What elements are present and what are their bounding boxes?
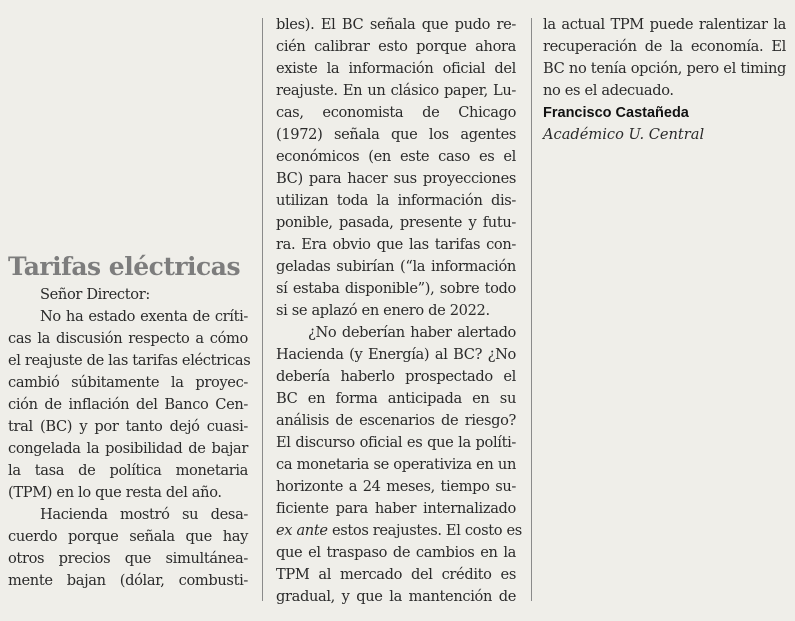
text-line: ca monetaria se operativiza en un (276, 456, 516, 473)
text-line: gradual, y que la mantención de (276, 588, 516, 605)
text-line: BC no tenía opción, pero el timing (543, 60, 786, 77)
text-line: recuperación de la economía. El (543, 38, 786, 55)
text-line: tral (BC) y por tanto dejó cuasi- (8, 418, 248, 435)
text-line: ficiente para haber internalizado (276, 500, 516, 517)
text-line: No ha estado exenta de críti- (40, 308, 248, 325)
text-line: que el traspaso de cambios en la (276, 544, 516, 561)
text-line: otros precios que simultánea- (8, 550, 248, 567)
author-name: Francisco Castañeda (543, 105, 689, 121)
text-line: congelada la posibilidad de bajar (8, 440, 248, 457)
text-line: cién calibrar esto porque ahora (276, 38, 516, 55)
text-line: debería haberlo prospectado el (276, 368, 516, 385)
text-line: cuerdo porque señala que hay (8, 528, 248, 545)
text-line: ción de inflación del Banco Cen- (8, 396, 248, 413)
text-line: TPM al mercado del crédito es (276, 566, 516, 583)
text-line: cas, economista de Chicago (276, 104, 516, 121)
text-line: El discurso oficial es que la políti- (276, 434, 516, 451)
text-line: sí estaba disponible”), sobre todo (276, 280, 516, 297)
text-line: análisis de escenarios de riesgo? (276, 412, 516, 429)
author-affiliation: Académico U. Central (543, 126, 705, 143)
text-line: ponible, pasada, presente y futu- (276, 214, 516, 231)
text-line: mente bajan (dólar, combusti- (8, 572, 248, 589)
text-line: (1972) señala que los agentes (276, 126, 516, 143)
text-line: Hacienda mostró su desa- (40, 506, 248, 523)
text-line: Señor Director: (40, 286, 150, 303)
text-line: existe la información oficial del (276, 60, 516, 77)
text-segment: estos reajustes. El costo es (327, 522, 522, 539)
text-line: utilizan toda la información dis- (276, 192, 516, 209)
column-divider (262, 18, 263, 601)
text-line: reajuste. En un clásico paper, Lu- (276, 82, 516, 99)
article-column-2 (276, 14, 522, 608)
text-line: no es el adecuado. (543, 82, 674, 99)
text-line: BC) para hacer sus proyecciones (276, 170, 516, 187)
text-line (276, 520, 522, 542)
text-line: el reajuste de las tarifas eléctricas (8, 352, 251, 369)
text-line: (TPM) en lo que resta del año. (8, 484, 222, 501)
text-line: la actual TPM puede ralentizar la (543, 16, 786, 33)
article-title: Tarifas eléctricas (8, 252, 241, 281)
text-line: BC en forma anticipada en su (276, 390, 516, 407)
text-line: ¿No deberían haber alertado (308, 324, 516, 341)
text-line: si se aplazó en enero de 2022. (276, 302, 490, 319)
article-column-3 (543, 14, 786, 146)
text-line: Hacienda (y Energía) al BC? ¿No (276, 346, 516, 363)
text-line: la tasa de política monetaria (8, 462, 248, 479)
text-line: económicos (en este caso es el (276, 148, 516, 165)
article-column-1 (8, 250, 251, 592)
column-divider (531, 18, 532, 601)
text-line: cas la discusión respecto a cómo (8, 330, 248, 347)
text-line: horizonte a 24 meses, tiempo su- (276, 478, 516, 495)
text-line: geladas subirían (“la información (276, 258, 516, 275)
text-line: bles). El BC señala que pudo re- (276, 16, 516, 33)
text-line: cambió súbitamente la proyec- (8, 374, 248, 391)
text-line: ra. Era obvio que las tarifas con- (276, 236, 516, 253)
italic-text: ex ante (276, 522, 328, 539)
